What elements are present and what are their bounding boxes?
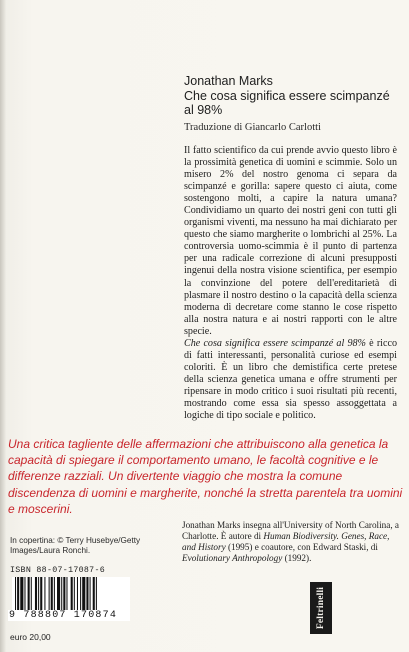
isbn-label: ISBN 88-07-17087-6	[10, 566, 106, 575]
barcode-bar	[71, 577, 73, 613]
translation-credit: Traduzione di Giancarlo Carlotti	[184, 122, 321, 133]
author-name: Jonathan Marks	[184, 74, 273, 88]
bio-text-a: Jonathan Marks insegna all'University of North Carolina, a Charlotte. È autore di	[182, 520, 400, 541]
book-title-line1: Che cosa significa essere scimpanzé	[184, 88, 390, 103]
blurb-paragraph-2-text: è ricco di fatti interessanti, personalità curiose ed esempi coloriti. È un libro che demistifica certe pretese della scienza genetica umana e offre strumenti per ripensare in modo critico i suoi risultati più recenti, mostrando come essa sia spesso assoggettata a logiche di tipo sociale e politico.	[184, 337, 397, 422]
barcode-number: 9 788807 170874	[9, 610, 118, 621]
barcode-bar	[24, 577, 25, 613]
barcode-bar	[82, 577, 85, 613]
barcode-bar	[86, 577, 88, 613]
bio-book-2: Evolutionary Anthropology	[182, 552, 283, 563]
blurb-book-title: Che cosa significa essere scimpanzé al 98%	[184, 337, 366, 349]
barcode-bar	[66, 577, 67, 613]
barcode-bar	[20, 577, 23, 613]
barcode-bar	[31, 577, 32, 613]
barcode-bar	[54, 577, 55, 613]
barcode-bar	[57, 577, 60, 613]
publisher-logo	[310, 582, 332, 634]
barcode-bar	[40, 577, 42, 613]
price-label: euro 20,00	[10, 632, 51, 642]
barcode-bar	[49, 577, 50, 613]
blurb-paragraph-2	[184, 338, 397, 422]
author-bio	[182, 520, 402, 564]
barcode-bar	[74, 577, 75, 613]
blurb-paragraph-1: Il fatto scientifico da cui prende avvio questo libro è la prossimità genetica di uomini e scimmie. Solo un misero 2% del nostro genoma ci separa da scimpanzé e gorilla: sapere questo ci aiuta, come sostengono molti, a capire la natura umana? Condividiamo un quarto dei nostri geni con tutti gli organismi viventi, ma nessuno ha mai dichiarato per questo che siamo margherite o lombrichi al 25%. La controversia uomo-scimmia è il punto di partenza per una radicale correzione di alcuni presupposti ingenui della nostra visione scientifica, per esempio la convinzione del potere dell'ereditarietà di plasmare il nostro destino o la capacità della scienza moderna di decretare come stanno le cose rispetto alla nostra natura e ai nostri rapporti con le altre specie.	[184, 145, 397, 337]
barcode-bar	[63, 577, 65, 613]
barcode-bar	[96, 577, 97, 613]
barcode-bar	[77, 577, 78, 613]
barcode-bars	[12, 577, 130, 613]
cover-edge-shadow	[0, 0, 6, 652]
blurb-text	[184, 145, 397, 422]
barcode-bar	[17, 577, 19, 613]
barcode-bar	[15, 577, 16, 613]
bio-book-1: Human Biodiversity. Genes, Race, and History	[182, 530, 390, 552]
barcode-bar	[80, 577, 81, 613]
cover-image-credit: In copertina: © Terry Husebye/Getty Images/Laura Ronchi.	[10, 536, 141, 555]
bio-text-c: (1992).	[282, 552, 312, 563]
book-title-line2: al 98%	[184, 103, 223, 117]
barcode-bar	[44, 577, 45, 613]
quote-text: Una critica tagliente delle affermazioni che attribuiscono alla genetica la capacità di spiegare il comportamento umano, le facoltà cognitive e le differenze razziali. Un divertente viaggio che mostra la comune discendenza di uomini e margherite, nonché la stretta parentela tra uomini e moscerini.	[8, 437, 403, 516]
barcode-bar	[90, 577, 91, 613]
barcode-bar	[38, 577, 39, 613]
barcode-bar	[93, 577, 95, 613]
barcode-bar	[51, 577, 53, 613]
barcode-bar	[61, 577, 62, 613]
barcode-bar	[35, 577, 37, 613]
book-header	[184, 74, 399, 118]
bio-text-b: (1995) e coautore, con Edward Staski, di	[225, 541, 378, 552]
publisher-logo-text: Feltrinelli	[316, 586, 326, 630]
barcode-bar	[28, 577, 30, 613]
red-quote	[8, 436, 404, 517]
